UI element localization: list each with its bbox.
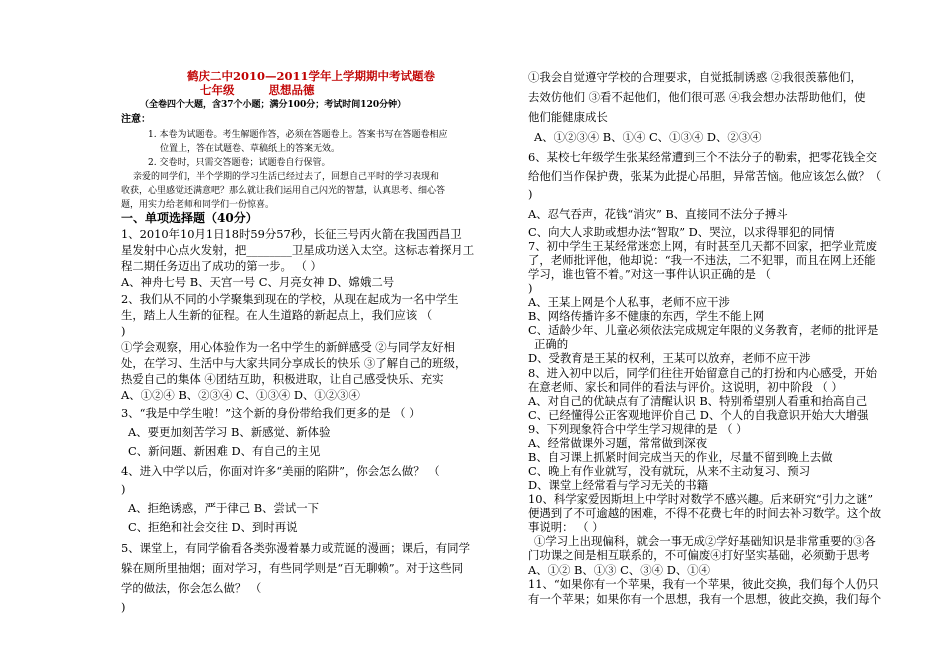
option-line: A、王某上网是个人私事，老师不应干涉	[528, 295, 730, 309]
question-line: 门功课之间是相互联系的，不可偏废④打好坚实基础，必须勤于思考	[528, 548, 870, 562]
option-line: C、拒绝和社会交往 D、到时再说	[128, 520, 298, 534]
option-line: A、拒绝诱惑，严于律己 B、尝试一下	[128, 501, 320, 515]
option-line: C、已经懂得公正客观地评价自己 D、个人的自我意识开始大大增强	[528, 408, 869, 422]
question-line: 事说明： （ ）	[528, 520, 604, 534]
exam-info: （全卷四个大题，含37个小题；满分100分；考试时间120分钟）	[140, 100, 407, 110]
notice-label: 注意：	[121, 114, 151, 125]
exam-title: 鹤庆二中2010—2011学年上学期期中考试题卷	[187, 69, 436, 83]
question-line: 热爱自己的集体 ④团结互助，积极进取，让自己感受快乐、充实	[121, 372, 444, 386]
exam-subtitle: 七年级 思想品德	[200, 83, 315, 97]
question-line: ①学会观察，用心体验作为一名中学生的新鲜感受 ②与同学友好相	[121, 340, 455, 354]
question-line: 1、2010年10月1日18时59分57秒，长征三号丙火箭在我国西昌卫	[121, 227, 462, 241]
question-line: ①学习上出现偏科，就会一事无成②学好基础知识是非常重要的③各	[534, 534, 876, 548]
question-line: 星发射中心点火发射，把________卫星成功送入太空。这标志着探月工	[121, 243, 475, 257]
notice-line: 亲爱的同学们，半个学期的学习生活已经过去了，回想自己平时的学习表现和	[133, 172, 440, 182]
question-line: ①我会自觉遵守学校的合理要求，自觉抵制诱惑 ②我很羡慕他们，	[528, 70, 862, 84]
option-line: D、受教育是王某的权利，王某可以放弃，老师不应干涉	[528, 351, 811, 365]
question-line: 6、某校七年级学生张某经常遭到三个不法分子的勒索，把零花钱全交	[528, 150, 877, 164]
question-line: 程二期任务迈出了成功的第一步。 （ ）	[121, 259, 322, 273]
question-line: 在意老师、家长和同伴的看法与评价。这说明，初中阶段 （ ）	[528, 380, 843, 394]
question-line: 5、课堂上，有同学偷看各类弥漫着暴力或荒诞的漫画；课后，有同学	[121, 541, 470, 555]
option-line: C、晚上有作业就写，没有就玩，从来不主动复习、预习	[528, 464, 811, 478]
question-line: 4、进入中学以后，你面对许多“美丽的陷阱”，你会怎么做？ （	[121, 464, 440, 478]
question-line: 学习，谁也管不着。”对这一事件认识正确的是 （	[528, 267, 771, 281]
question-line: )	[121, 482, 126, 496]
question-line: 处，在学习、生活中与大家共同分享成长的快乐 ③了解自己的班级，	[121, 356, 467, 370]
question-line: 给他们当作保护费，张某为此提心吊胆，异常苦恼。他应该怎么做？（	[528, 169, 882, 183]
question-line: 2、我们从不同的小学聚集到现在的学校，从现在起成为一名中学生	[121, 292, 459, 306]
option-line: A、①②④ B、②③④ C、①③④ D、①②③④	[121, 388, 360, 402]
notice-line: 题，用实力给老师和同学们一份惊喜。	[121, 200, 275, 210]
option-line: C、向大人求助或想办法“智取” D、哭泣，以求得罪犯的同情	[528, 225, 835, 239]
option-line: C、新问题、新困难 D、有自己的主见	[128, 444, 321, 458]
question-line: 9、下列现象符合中学生学习规律的是 （ ）	[528, 422, 748, 436]
question-line: )	[121, 324, 126, 338]
question-line: )	[528, 281, 533, 295]
question-line: 了，老师批评他，他却说：“我一不违法，二不犯罪，而且在网上还能	[528, 253, 876, 267]
question-line: 7、初中学生王某经常迷恋上网，有时甚至几天都不回家，把学业荒废	[528, 239, 877, 253]
notice-line: 收获，心里感觉还满意吧？那么就让我们运用自己闪光的智慧，认真思考、细心答	[121, 186, 446, 196]
question-line: 去效仿他们 ③看不起他们，他们很可恶 ④我会想办法帮助他们，使	[528, 90, 866, 104]
option-line: 正确的	[534, 337, 569, 351]
section-title: 一、单项选择题（40分）	[121, 211, 258, 225]
option-line: A、①②③④ B、①④ C、①③④ D、②③④	[534, 130, 762, 144]
option-line: B、自习课上抓紧时间完成当天的作业，尽量不留到晚上去做	[528, 450, 833, 464]
option-line: A、①② B、①③ C、③④ D、①④	[528, 563, 710, 577]
question-line: )	[121, 600, 126, 614]
question-line: 他们能健康成长	[528, 110, 608, 124]
option-line: D、课堂上经常看与学习无关的书籍	[528, 478, 708, 492]
notice-line: 1. 本卷为试题卷。考生解题作答，必须在答题卷上。答案书写在答题卷相应	[148, 130, 448, 140]
question-line: 躲在厕所里抽烟；面对学习，有些同学则是“百无聊赖”。对于这些同	[121, 561, 463, 575]
question-line: 生，踏上人生新的征程。在人生道路的新起点上，我们应该 （	[121, 308, 433, 322]
notice-line: 2. 交卷时，只需交答题卷；试题卷自行保管。	[148, 158, 331, 168]
question-line: 3、“我是中学生啦！”这个新的身份带给我们更多的是 （ ）	[121, 406, 421, 420]
question-line: )	[528, 187, 533, 201]
option-line: A、忍气吞声，花钱“消灾” B、直接同不法分子搏斗	[528, 207, 788, 221]
question-line: 学的做法，你会怎么做？ （	[121, 581, 262, 595]
question-line: 11、“如果你有一个苹果，我有一个苹果，彼此交换，我们每个人仍只	[528, 577, 879, 591]
option-line: A、要更加刻苦学习 B、新感觉、新体验	[128, 425, 331, 439]
option-line: A、神舟七号 B、天宫一号 C、月亮女神 D、嫦娥二号	[121, 275, 395, 289]
option-line: A、经常做课外习题，常常做到深夜	[528, 436, 708, 450]
option-line: C、适龄少年、儿童必须依法完成规定年限的义务教育，老师的批评是	[528, 323, 879, 337]
question-line: 有一个苹果；如果你有一个思想，我有一个思想，彼此交换，我们每个	[528, 592, 882, 606]
question-line: 便遇到了不可逾越的困难，不得不花费七年的时间去补习数学。这个故	[528, 506, 882, 520]
question-line: 8、进入初中以后，同学们往往开始留意自己的打扮和内心感受，开始	[528, 366, 877, 380]
option-line: A、对自己的优缺点有了清醒认识 B、特别希望别人看重和抬高自己	[528, 394, 868, 408]
question-line: 10、科学家爱因斯坦上中学时对数学不感兴趣。后来研究“引力之谜”	[528, 492, 874, 506]
notice-line: 位置上，答在试题卷、草稿纸上的答案无效。	[160, 144, 341, 154]
option-line: B、网络传播许多不健康的东西，学生不能上网	[528, 309, 765, 323]
